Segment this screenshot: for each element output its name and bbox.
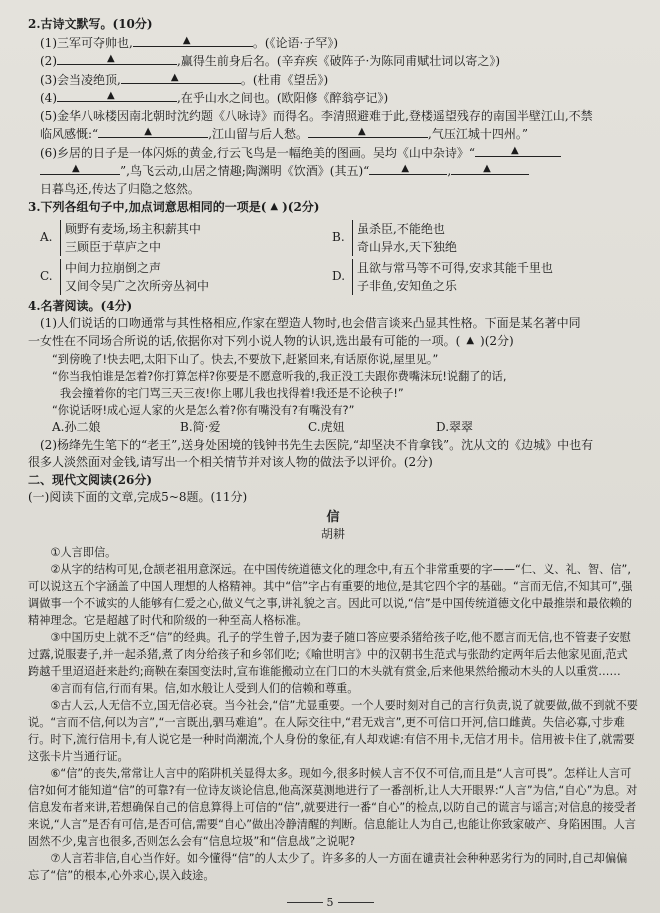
q2-heading: 2.古诗文默写。(10分)	[28, 17, 153, 31]
triangle-marker-icon: ▲	[483, 163, 491, 174]
triangle-marker-icon: ▲	[170, 71, 179, 83]
answer-blank[interactable]	[133, 34, 253, 47]
option-sentence-1: 且欲与常马等不可得,安求其能千里也	[357, 260, 553, 275]
answer-blank[interactable]	[121, 71, 241, 84]
answer-blank[interactable]	[308, 125, 428, 138]
answer-blank[interactable]	[369, 162, 447, 175]
q2-line-6b: ▲ ”,鸟飞云动,山居之情趣;陶渊明《饮酒》(其五)“ ▲ , ▲	[28, 162, 638, 181]
q4-1-score: )(2分)	[480, 333, 514, 348]
essay-paragraph: ③中国历史上就不乏“信”的经典。孔子的学生曾子,因为妻子随口答应要杀猪给孩子吃,他不愿言而无信,也不管妻子安慰过露,说服妻子,并一起杀猪,煮了肉分给孩子和乡邻们吃;《喻世明言》中的汉朝书生范式与张劭约定两年后去他家见面,范式跨越千里迢迢赶来赴约;商鞅在秦国变法时,宣布谁能搬动立在门口的木头就有赏金,后来他果然给搬动木头的人以重赏……	[28, 630, 631, 678]
q3-heading	[28, 199, 638, 218]
option-sentence-2: 奇山异水,天下独绝	[357, 239, 457, 254]
option-letter: D.	[332, 268, 346, 283]
q2-5-text: (5)金华八咏楼因南北朝时沈约题《八咏诗》而得名。李清照避难于此,登楼遥望残存的南国半壁江山,不禁	[40, 108, 593, 123]
answer-blank[interactable]	[57, 52, 177, 65]
q4-quote-3: “你说话呀!成心逗人家的火是怎么着?你有嘴没有?有嘴没有?”	[52, 404, 355, 417]
q3-option-d[interactable]	[332, 259, 624, 295]
q2-6-mid: ”,鸟飞云动,山居之情趣;陶渊明《饮酒》(其五)“	[120, 164, 370, 178]
q2-6-lead: (6)乡居的日子是一体闪烁的黄金,行云飞鸟是一幅绝美的图画。吴均《山中杂诗》“	[40, 145, 475, 160]
answer-blank[interactable]	[451, 162, 529, 175]
triangle-marker-icon: ▲	[72, 163, 80, 174]
q2-line-5b	[28, 125, 638, 144]
option-sentence-1: 顾野有麦场,场主积薪其中	[65, 221, 201, 236]
q2-5-mid: ,江山留与后人愁。	[208, 127, 309, 141]
triangle-marker-icon: ▲	[510, 144, 519, 156]
q2-line-3	[28, 71, 638, 90]
answer-blank[interactable]	[40, 162, 120, 175]
triangle-marker-icon: ▲	[466, 334, 475, 346]
q2-line-1	[28, 34, 638, 53]
option-sentence-2: 三顾臣于草庐之中	[65, 239, 162, 254]
q2-3-source: 。(杜甫《望岳》)	[240, 72, 329, 87]
q4-quote-2a: “你当我怕谁是怎着?你打算怎样?你要是不愿意听我的,我正没工夫跟你费嘴沫玩!说翻了的话,	[52, 370, 507, 383]
essay-paragraph: ①人言即信。	[50, 545, 117, 559]
q4-1-line-b	[28, 333, 638, 352]
q3-option-b[interactable]	[332, 220, 624, 256]
answer-blank[interactable]	[57, 89, 177, 102]
choice-b[interactable]: B.简·爱	[180, 420, 221, 434]
q2-6-end: 日暮鸟还,传达了归隐之悠然。	[40, 181, 200, 196]
essay-paragraph: ⑤古人云,人无信不立,国无信必衰。当今社会,“信”尤显重要。一个人要时刻对自己的言行负责,说了就要做,做不到就不要说。“言而不信,何以为言”,“一言既出,驷马难追”。在人际交往中,“君无戏言”,更不可信口开河,信口雌黄。失信必寡,寸步难行。时下,流行信用卡,有人说它是一种时尚潮流,个人身份的象征,有人却戏谑:有信不用卡,无信才用卡。信用被卡住了,就需要这张卡片当通行证。	[28, 698, 638, 763]
section-2-heading: 二、现代文阅读(26分)	[28, 472, 153, 487]
q2-line-2	[28, 52, 638, 71]
triangle-marker-icon: ▲	[107, 53, 115, 64]
q3-score: )(2分)	[282, 200, 320, 214]
q2-5-lead: 临风感慨:“	[40, 127, 99, 141]
section-2-sub: (一)阅读下面的文章,完成5~8题。(11分)	[28, 490, 248, 504]
triangle-marker-icon: ▲	[144, 126, 152, 137]
choice-c[interactable]: C.虎妞	[308, 420, 345, 434]
q3-option-a[interactable]	[40, 220, 332, 256]
q3-option-c[interactable]	[40, 259, 332, 295]
page-number	[0, 894, 660, 912]
q2-3-prefix: (3)会当凌绝顶,	[40, 72, 121, 87]
option-sentence-2: 子非鱼,安知鱼之乐	[357, 278, 457, 293]
q2-4-source: ,在乎山水之间也。(欧阳修《醉翁亭记》)	[177, 91, 389, 105]
essay-title: 信	[326, 509, 340, 525]
essay-author: 胡耕	[320, 527, 345, 541]
option-letter: A.	[40, 229, 53, 244]
q2-1-source: 。(《论语·子罕》)	[252, 35, 339, 50]
answer-blank[interactable]	[475, 144, 561, 157]
essay-body	[28, 544, 638, 884]
q4-1-text: 一女性在不同场合所说的话,依据你对下列小说人物的认识,选出最有可能的一项。(	[28, 333, 461, 348]
page-number-text: 5	[326, 895, 334, 909]
triangle-marker-icon: ▲	[401, 163, 410, 174]
q3-options-row-2	[40, 259, 638, 295]
q4-2-line-b: 很多人淡然面对金钱,请写出一个相关情节并对该人物的做法予以评价。(2分)	[28, 455, 433, 469]
answer-blank[interactable]	[98, 125, 208, 138]
q3-head-text: 3.下列各组句子中,加点词意思相同的一项是(	[28, 200, 267, 214]
triangle-marker-icon: ▲	[270, 201, 279, 212]
option-sentence-1: 虽杀臣,不能绝也	[357, 221, 445, 236]
option-sentence-2: 又间令吴广之次所旁丛祠中	[65, 278, 210, 293]
q2-2-prefix: (2)	[40, 54, 57, 68]
q4-choices	[28, 419, 638, 437]
q2-line-6a	[28, 144, 638, 163]
q3-options-row-1	[40, 220, 638, 256]
triangle-marker-icon: ▲	[107, 90, 115, 101]
triangle-marker-icon: ▲	[358, 126, 366, 137]
essay-paragraph: ②从字的结构可见,仓颉老祖用意深远。在中国传统道德文化的理念中,有五个非常重要的字——“仁、义、礼、智、信”,可以说这五个字涵盖了中国人理想的人格精神。其中“信”字占有重要的地位,是其它四个字的基础。“言而无信,不知其可”,强调做事一个不诚实的人能够有仁爱之心,做义气之事,讲礼貌之言。因此可以说,“信”是中国传统道德文化中最推崇和最依赖的精神理念。它是超越了时代和阶级的一种至高人格标准。	[28, 562, 633, 627]
q2-2-source: ,赢得生前身后名。(辛弃疾《破阵子·为陈同甫赋壮词以寄之》)	[177, 54, 500, 68]
option-sentence-1: 中间力拉崩倒之声	[65, 260, 162, 275]
choice-a[interactable]: A.孙二娘	[52, 420, 101, 434]
q4-heading: 4.名著阅读。(4分)	[28, 298, 133, 313]
q4-quote-2b: 我会撞着你的宅门骂三天三夜!你上哪儿我也找得着!我还是不论秧子!”	[60, 387, 404, 400]
q4-1-line-a: (1)人们说话的口吻通常与其性格相应,作家在塑造人物时,也会借言谈来凸显其性格。下面是某名著中同	[40, 316, 581, 330]
essay-paragraph: ⑦人言若非信,自心当作好。如今懂得“信”的人太少了。许多多的人一方面在谴责社会种种恶劣行为的同时,自己却偏偏忘了“信”的根本,心外求心,误入歧途。	[28, 851, 628, 882]
q2-line-4	[28, 89, 638, 108]
choice-d[interactable]: D.翠翠	[436, 420, 474, 434]
option-letter: C.	[40, 268, 53, 283]
q4-2-line-a: (2)杨绛先生笔下的“老王”,送身处困境的钱钟书先生去医院,“却坚决不肯拿钱”。沈从文的《边城》中也有	[40, 437, 594, 452]
q2-4-prefix: (4)	[40, 91, 57, 105]
q2-5-end: ,气压江城十四州。”	[428, 127, 528, 141]
q2-1-prefix: (1)三军可夺帅也,	[40, 35, 133, 50]
essay-paragraph: ⑥“信”的丧失,常常让人言中的陷阱机关显得太多。现如今,很多时候人言不仅不可信,而且是“人言可畏”。怎样让人言可信?如何才能知道“信”的可靠?有一位诗友谈论信息,他高深莫测地进行了一番剖析,让人大开眼界:“人言”为信,“自心”为息。对信息发布者来讲,若想确保自己的信息算得上可信的“信”,就要进行一番“自心”的检点,以防自己的谎言与谣言;对信息的接受者来说,“人言”是否有可信,是否可信,需要“自心”做出冷静清醒的判断。信息能让人为自己,也能让你致家破产、身陷困围。人言固然不少,鬼言也很多,否则怎么会有“信息垃圾”和“信息战”之说呢?	[28, 766, 638, 848]
triangle-marker-icon: ▲	[182, 34, 191, 46]
essay-paragraph: ④言而有信,行而有果。信,如水般让人受到人们的信赖和尊重。	[50, 681, 359, 695]
q4-quote-1: “到傍晚了!快去吧,太阳下山了。快去,不要放下,赶紧回来,有话原你说,屋里见。”	[52, 353, 439, 366]
option-letter: B.	[332, 229, 345, 244]
